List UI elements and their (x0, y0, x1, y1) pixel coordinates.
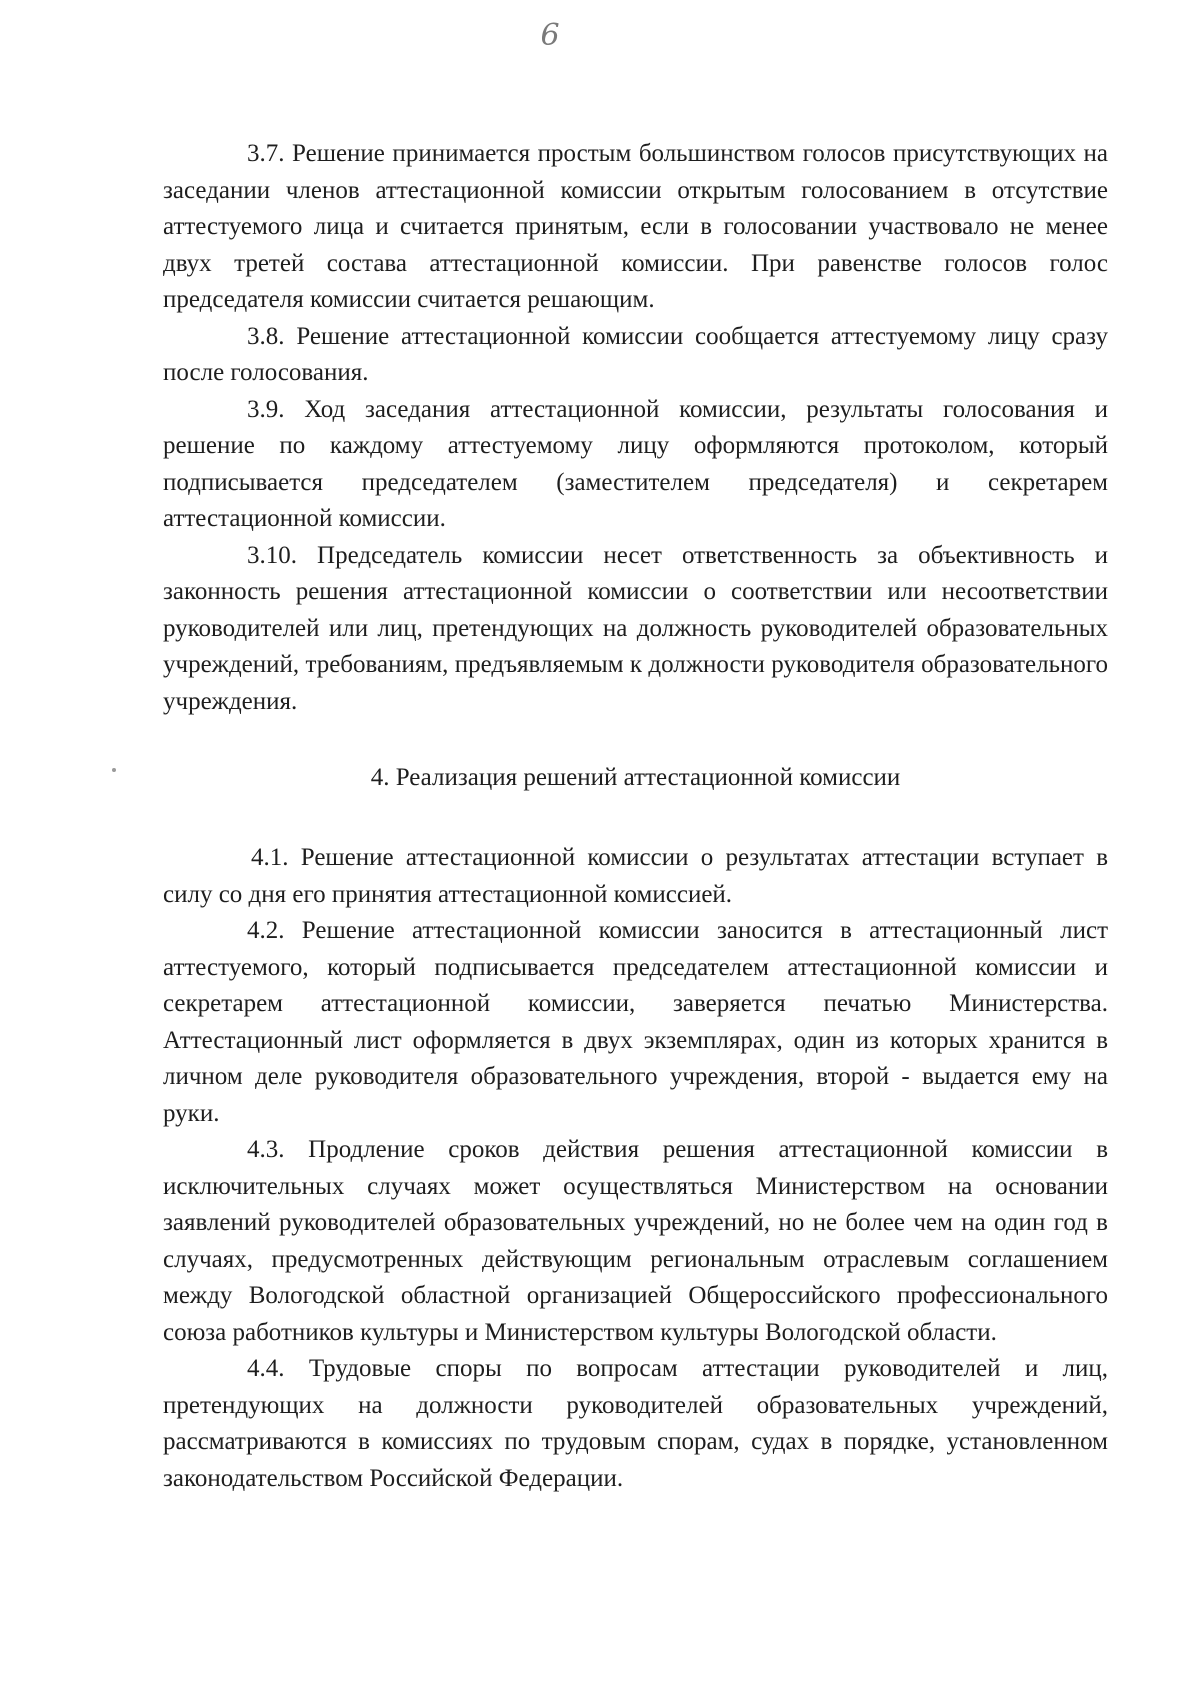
paragraph-4-3: 4.3. Продление сроков действия решения аттестационной комиссии в исключительных случаях может осуществляться Министерством на основании заявлений руководителей образовательных учреждений, но не более чем на один год в случаях, предусмотренных действующим региональным отраслевым соглашением между Вологодской областной организацией Общероссийского профессионального союза работников культуры и Министерством культуры Вологодской области. (163, 1136, 1108, 1346)
scan-speck (112, 768, 116, 772)
paragraph-3-9: 3.9. Ход заседания аттестационной комиссии, результаты голосования и решение по каждому аттестуемому лицу оформляются протоколом, который подписывается председателем (заместителем председателя) и секретарем аттестационной комиссии. (163, 395, 1108, 532)
page-number: 6 (540, 18, 560, 53)
paragraph-4-2: 4.2. Решение аттестационной комиссии заносится в аттестационный лист аттестуемого, который подписывается председателем аттестационной комиссии и секретарем аттестационной комиссии, заверяется печатью Министерства. Аттестационный лист оформляется в двух экземплярах, один из которых хранится в личном деле руководителя образовательного учреждения, второй - выдается ему на руки. (163, 917, 1108, 1127)
paragraph-3-10: 3.10. Председатель комиссии несет ответственность за объективность и законность решения аттестационной комиссии о соответствии или несоответствии руководителей или лиц, претендующих на должность руководителей образовательных учреждений, требованиям, предъявляемым к должности руководителя образовательного учреждения. (163, 541, 1108, 715)
paragraph-3-7: 3.7. Решение принимается простым большинством голосов присутствующих на заседании членов аттестационной комиссии открытым голосованием в отсутствие аттестуемого лица и считается принятым, если в голосовании участвовало не менее двух третей состава аттестационной комиссии. При равенстве голосов голос председателя комиссии считается решающим. (163, 140, 1108, 313)
section-4-heading: 4. Реализация решений аттестационной комиссии (370, 764, 901, 791)
document-body (163, 136, 1108, 1497)
paragraph-4-4: 4.4. Трудовые споры по вопросам аттестации руководителей и лиц, претендующих на должности руководителей образовательных учреждений, рассматриваются в комиссиях по трудовым спорам, судах в порядке, установленном законодательством Российской Федерации. (163, 1355, 1108, 1492)
paragraph-4-1: 4.1. Решение аттестационной комиссии о результатах аттестации вступает в силу со дня его принятия аттестационной комиссией. (163, 844, 1108, 908)
paragraph-3-8: 3.8. Решение аттестационной комиссии сообщается аттестуемому лицу сразу после голосования. (163, 322, 1108, 386)
